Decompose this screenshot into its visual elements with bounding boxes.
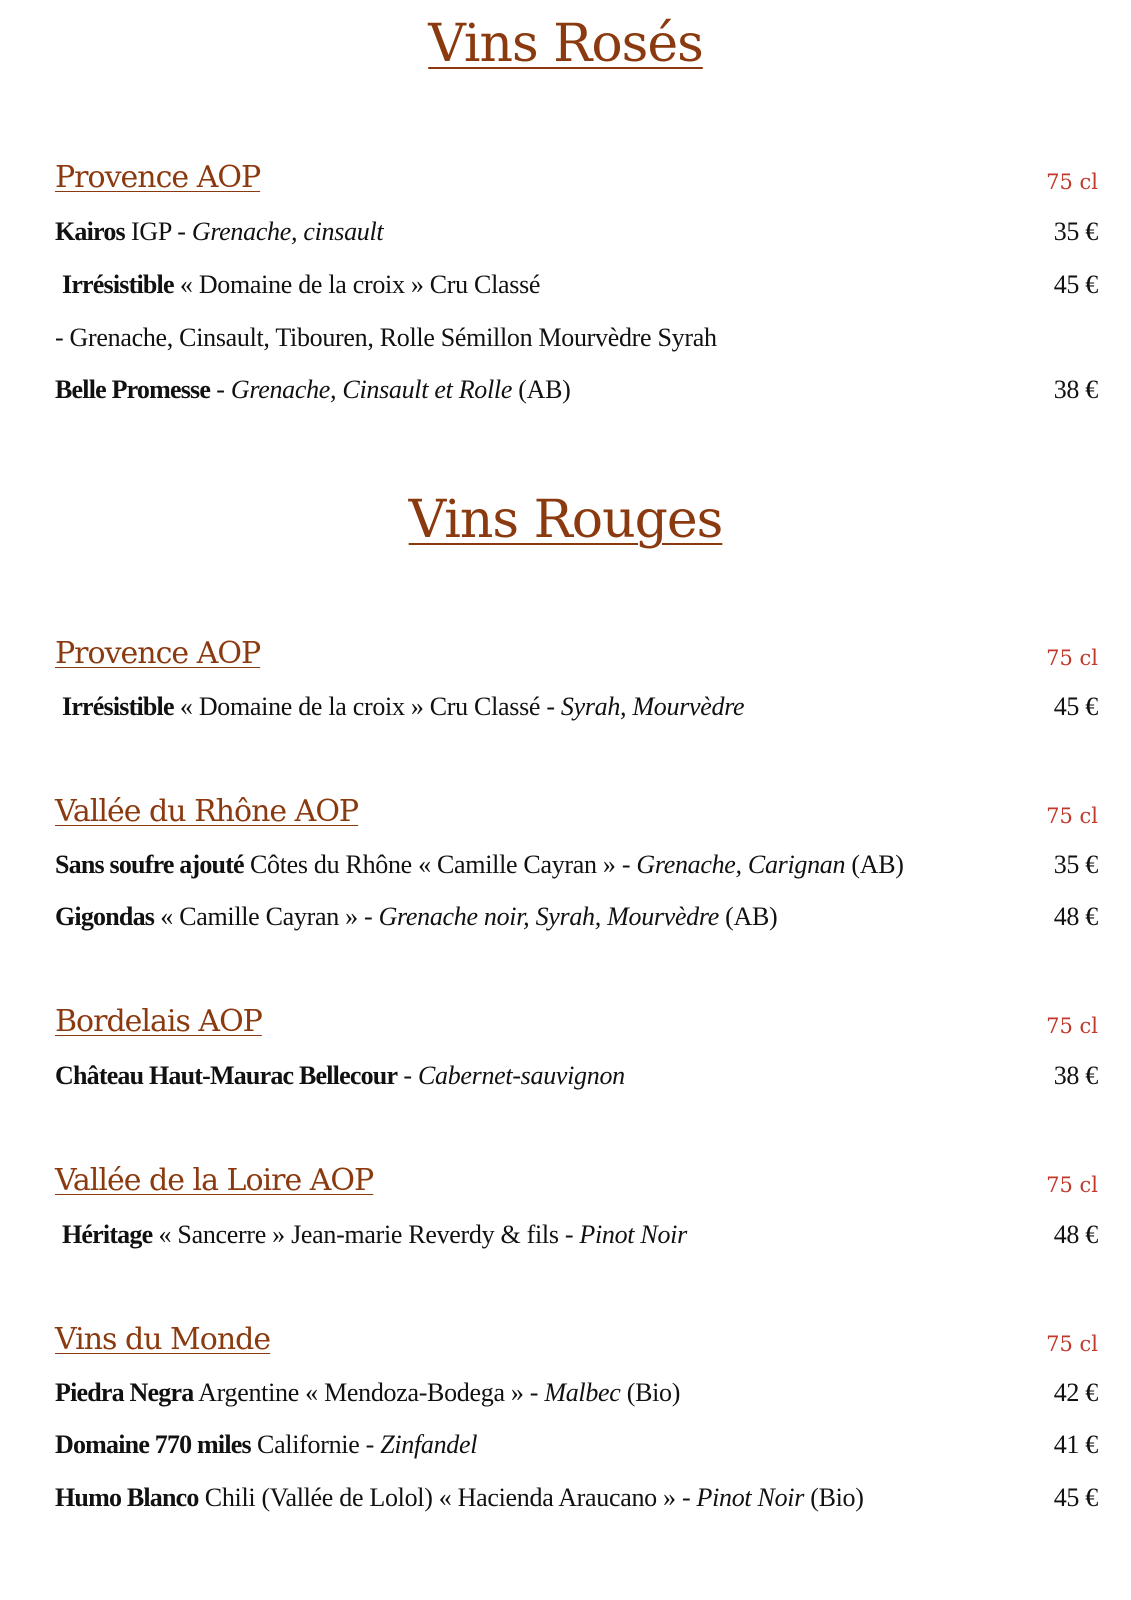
wine-grapes: Cabernet-sauvignon <box>417 1061 625 1090</box>
bordelais-heading: Bordelais AOP <box>55 1004 262 1039</box>
rouges-provence-volume: 75 cl <box>1046 646 1098 670</box>
wine-price: 48 € <box>1053 1220 1098 1249</box>
loire-volume: 75 cl <box>1046 1173 1098 1197</box>
wine-price: 38 € <box>1053 375 1098 404</box>
wine-detail: IGP - <box>124 217 192 246</box>
wine-grapes: Grenache, Carignan <box>636 850 846 879</box>
wine-name: Irrésistible <box>62 270 174 299</box>
roses-provence-volume: 75 cl <box>1046 170 1098 194</box>
wine-row-kairos <box>55 217 1098 247</box>
wine-grapes: Syrah, Mourvèdre <box>560 692 745 721</box>
wine-suffix: (AB) <box>512 375 571 404</box>
wine-grapes: Grenache, cinsault <box>191 217 384 246</box>
wine-name: Héritage <box>62 1220 153 1249</box>
wine-grapes: Pinot Noir <box>696 1483 805 1512</box>
wine-name: Belle Promesse <box>55 375 211 404</box>
wine-name: Irrésistible <box>62 692 174 721</box>
wine-name: Sans soufre ajouté <box>55 850 244 879</box>
roses-provence-heading: Provence AOP <box>55 160 261 195</box>
wine-price: 45 € <box>1053 692 1098 721</box>
monde-volume: 75 cl <box>1046 1332 1098 1356</box>
wine-row-domaine-770 <box>55 1430 1098 1460</box>
wine-price: 45 € <box>1053 1483 1098 1512</box>
rhone-volume: 75 cl <box>1046 804 1098 828</box>
wine-row-chateau-haut-maurac <box>55 1061 1098 1091</box>
wine-row-belle-promesse <box>55 375 1098 405</box>
wine-price: 41 € <box>1053 1430 1098 1459</box>
wine-suffix: (Bio) <box>620 1378 681 1407</box>
wine-row-piedra-negra <box>55 1378 1098 1408</box>
rouges-provence-heading: Provence AOP <box>55 636 261 671</box>
wine-price: 38 € <box>1053 1061 1098 1090</box>
wine-detail: - <box>210 375 231 404</box>
wine-name: Château Haut-Maurac Bellecour <box>55 1061 398 1090</box>
wine-row-humo-blanco <box>55 1483 1098 1513</box>
wine-detail: « Camille Cayran » - <box>154 902 379 931</box>
wine-suffix: (AB) <box>718 902 778 931</box>
loire-heading: Vallée de la Loire AOP <box>55 1163 374 1198</box>
wine-name: Kairos <box>55 217 125 246</box>
wine-detail: Argentine « Mendoza-Bodega » - <box>193 1378 545 1407</box>
wine-price: 48 € <box>1053 902 1098 931</box>
monde-heading: Vins du Monde <box>55 1322 271 1357</box>
wine-suffix: (Bio) <box>804 1483 864 1512</box>
wine-grapes: Pinot Noir <box>579 1220 687 1249</box>
wine-detail: « Domaine de la croix » Cru Classé <box>173 270 541 299</box>
wine-price: 45 € <box>1053 270 1098 299</box>
wine-grapes: Zinfandel <box>380 1430 478 1459</box>
wine-grapes: Grenache noir, Syrah, Mourvèdre <box>378 902 719 931</box>
wine-detail: Chili (Vallée de Lolol) « Hacienda Araucano » - <box>198 1483 697 1512</box>
wine-name: Domaine 770 miles <box>55 1430 251 1459</box>
roses-title: Vins Rosés <box>428 14 703 74</box>
rouges-title: Vins Rouges <box>408 490 723 550</box>
wine-price: 35 € <box>1053 217 1098 246</box>
wine-detail: « Sancerre » Jean-marie Reverdy & fils - <box>152 1220 580 1249</box>
wine-suffix: (AB) <box>845 850 904 879</box>
wine-detail: Côtes du Rhône « Camille Cayran » - <box>243 850 637 879</box>
wine-detail: Californie - <box>250 1430 381 1459</box>
bordelais-volume: 75 cl <box>1046 1014 1098 1038</box>
wine-price: 42 € <box>1053 1378 1098 1407</box>
wine-detail: « Domaine de la croix » Cru Classé - <box>173 692 561 721</box>
wine-detail: - <box>397 1061 418 1090</box>
wine-row-gigondas <box>55 902 1098 932</box>
wine-row-irresistible-rouge <box>55 692 1098 722</box>
wine-grapes: Malbec <box>544 1378 621 1407</box>
wine-row-sans-soufre <box>55 850 1098 880</box>
rhone-heading: Vallée du Rhône AOP <box>55 794 359 829</box>
wine-row-heritage <box>55 1220 1098 1250</box>
wine-row-irresistible-rose <box>55 270 1098 300</box>
wine-grapes: Grenache, Cinsault et Rolle <box>230 375 513 404</box>
wine-name: Humo Blanco <box>55 1483 199 1512</box>
wine-grapes-irresistible-rose: - Grenache, Cinsault, Tibouren, Rolle Sémillon Mourvèdre Syrah <box>55 323 717 352</box>
wine-name: Piedra Negra <box>55 1378 194 1407</box>
wine-name: Gigondas <box>55 902 155 931</box>
wine-price: 35 € <box>1053 850 1098 879</box>
